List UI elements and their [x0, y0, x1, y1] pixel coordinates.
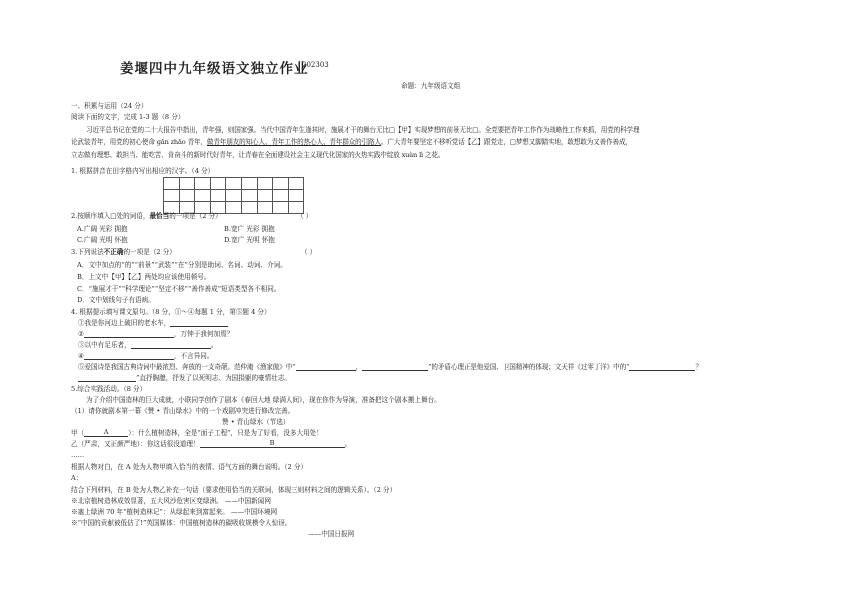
- q2-option-c[interactable]: C.广阔 光明 怀抱: [77, 236, 128, 244]
- passage-line-2: [71, 138, 632, 146]
- q1-label: 1. 根据拼音在田字格内写出相应的汉字。（4 分）: [71, 167, 215, 175]
- task-a: 根据人物对白，在 A 处为人物甲填入恰当的表情、语气方面的舞台说明。（2 分）: [71, 463, 308, 471]
- q4-item-5-mid: ”的矛盾心理正是他爱国、卫国精神的体现；文天祥《过零丁洋》中的“: [428, 363, 630, 371]
- answer-blank[interactable]: [296, 363, 356, 371]
- q4-item-1-text: ①我是你河边上破旧的老水车，: [78, 319, 171, 327]
- answer-blank[interactable]: [170, 319, 228, 327]
- q4-item-5-comma: ，: [355, 363, 363, 371]
- q4-item-5-question: ？: [695, 363, 702, 371]
- q4-label: 4. 根据提示填写课文原句。（8 分，①～④每题 1 分，第⑤题 4 分）: [71, 308, 271, 316]
- q2-option-a[interactable]: A.广阔 光彩 拥抱: [77, 225, 128, 233]
- q3-label-end: 的一项是（2 分）: [123, 248, 176, 256]
- q2-label-end: 的一项是（2 分）: [169, 212, 222, 220]
- answer-blank[interactable]: [78, 374, 136, 382]
- q3-label: [71, 248, 176, 256]
- q4-item-4-text: ，不言异同。: [173, 352, 214, 360]
- q4-item-2-text: ，万钟于我何加焉？: [173, 330, 234, 338]
- q3-option-c[interactable]: C．“施展才干”“科学理论”“坚定不移”“善作善成”短语类型各不相同。: [77, 285, 281, 293]
- q4-item-3-end: 。: [210, 341, 218, 349]
- page-title: 姜堰四中九年级语文独立作业: [120, 61, 309, 77]
- q3-answer-paren[interactable]: （ ）: [301, 248, 317, 256]
- scene-title: 赞 • 青山绿水（节选）: [222, 418, 290, 426]
- q5-label: 5.综合实践活动。（8 分）: [71, 385, 147, 393]
- line-yi: [71, 440, 351, 448]
- q2-label: [71, 212, 222, 220]
- answer-blank[interactable]: [84, 330, 174, 338]
- material-1: ※北京植树造林成效显著，五大风沙危害区变绿洲。 ——中国新闻网: [71, 497, 271, 505]
- jia-speaker: 甲（: [71, 429, 85, 437]
- yi-line: 乙（严肃，又正颜严地）：你这话很没道理！: [71, 440, 200, 448]
- passage-line-2-start: 论武装青年，用党的初心使命 gǎn zhāo 青年，: [71, 138, 207, 146]
- material-3: ※“中国的贡献被低估了!”英国媒体：中国植树造林的碳吸收规模令人惊讶。: [71, 519, 292, 527]
- author-line: 命题：九年级语文组: [401, 82, 461, 90]
- q5-sub1: （1）请你就剧本第一幕《赞 • 青山绿水》中的一个戏剧冲突进行修改完善。: [71, 407, 295, 415]
- blank-b[interactable]: B: [200, 440, 345, 448]
- q2-emphasis: 最恰当: [149, 212, 170, 220]
- answer-blank[interactable]: [362, 363, 428, 371]
- q3-option-d[interactable]: D．文中划线句子有语病。: [77, 296, 155, 304]
- q4-item-5-cont: [78, 374, 291, 382]
- q3-option-b[interactable]: B．上文中【甲】【乙】两处均应该使用顿号。: [77, 273, 211, 281]
- q4-item-1: [78, 319, 228, 327]
- passage-line-2-end: 。广大青年要坚定不移听党话【乙】跟党走，□梦想又脚踏实地，敢想敢为又善作善成，: [380, 138, 632, 146]
- q2-option-b[interactable]: B.宽广 光彩 拥抱: [224, 225, 275, 233]
- q3-label-start: 3.下列说法: [71, 248, 104, 256]
- passage-line-3: 立志做有理想、敢担当、能吃苦、肯奋斗的新时代好青年，让青春在全面建设社会主义现代化国家的火热实践中绽放 xuàn lì 之花。: [71, 151, 445, 159]
- reading-instruction: 阅读下面的文字，完成 1-3 题（8 分）: [71, 113, 185, 121]
- jia-line: ）：什么植树造林，全是“面子工程”，只是为了好看，没多大用处！: [128, 429, 323, 437]
- underlined-sentence: 做青年朋友的知心人、青年工作的热心人、青年群众的引路人: [206, 138, 381, 146]
- q2-label-start: 2.按顺序填入□处的词语，: [71, 212, 150, 220]
- answer-blank[interactable]: [131, 341, 211, 349]
- ellipsis: ……: [71, 451, 85, 459]
- yi-end: 。: [344, 440, 352, 448]
- q2-option-d[interactable]: D.宽广 光明 怀抱: [224, 236, 275, 244]
- line-jia: [71, 429, 323, 437]
- answer-a[interactable]: A：: [71, 474, 83, 482]
- q2-answer-paren[interactable]: （ ）: [297, 212, 313, 220]
- q4-item-4-num: ④: [78, 352, 84, 360]
- q3-emphasis: 不正确: [103, 248, 124, 256]
- q4-item-3-text: ③以中有足乐者，: [78, 341, 131, 349]
- q4-item-5-end: ”直抒胸臆，抒发了以死明志、为国捐躯的豪情壮志。: [136, 374, 292, 382]
- passage-line-1: 习近平总书记在党的二十大报告中指出，青年强，则国家强。当代中国青年生逢其时，施展才干的舞台无比□【甲】实现梦想的前景无比□。全党要把青年工作作为战略性工作来抓，用党的科学理: [86, 126, 640, 134]
- q4-item-2: [78, 330, 233, 338]
- answer-blank[interactable]: [629, 363, 695, 371]
- material-2: ※塞上绿洲 70 年“植树造林记”：从绿起来到富起来。 ——中国环境网: [71, 508, 278, 516]
- section-heading: 一、积累与运用（24 分）: [71, 102, 148, 110]
- material-3-source: ——中国日报网: [308, 530, 355, 538]
- task-b: 结合下列材料，在 B 处为人物乙补充一句话（要求使用恰当的关联词，体现三则材料之间的逻辑关系）。（2 分）: [71, 486, 397, 494]
- q4-item-3: [78, 341, 217, 349]
- q4-item-2-num: ②: [78, 330, 84, 338]
- q5-intro: 为了介绍中国造林的巨大成就，小联同学创作了剧本《春回大地 绿满人间》，现在你作为导演，准备把这个剧本搬上舞台。: [86, 396, 441, 404]
- answer-blank[interactable]: [84, 352, 174, 360]
- blank-a[interactable]: A: [84, 429, 128, 437]
- writing-grid[interactable]: [163, 177, 304, 214]
- q3-option-a[interactable]: A．文中加点的“的”“前景”“武装”“在”分别是助词、名词、动词、介词。: [77, 261, 287, 269]
- q4-item-5: [78, 363, 702, 371]
- date-code: 202303: [302, 61, 329, 69]
- q4-item-4: [78, 352, 213, 360]
- q4-item-5-start: ⑤爱国诗是我国古典诗词中最浓烈、奔放的一支奇葩。范仲淹《渔家傲》中“: [78, 363, 296, 371]
